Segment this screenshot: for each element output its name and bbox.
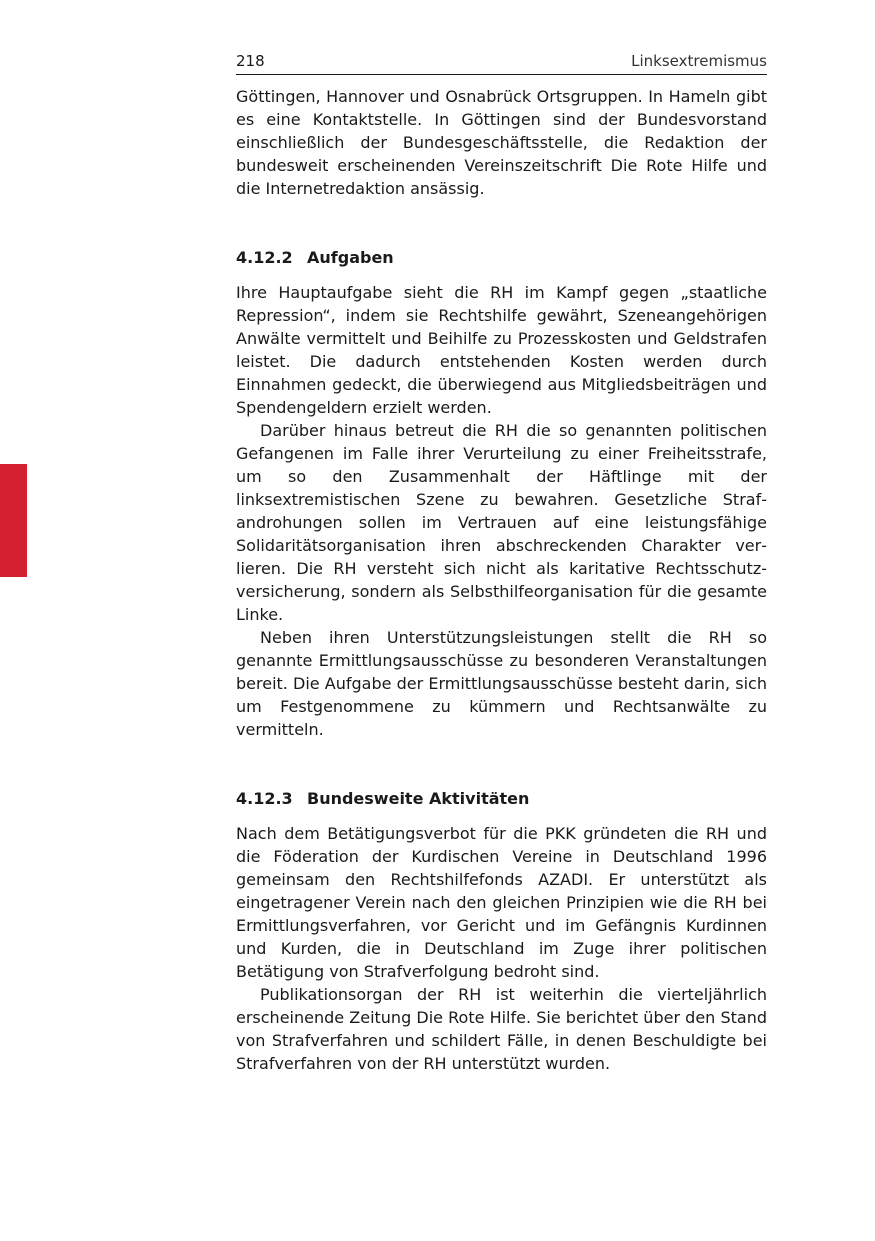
paragraph: Darüber hinaus betreut die RH die so genannten politischen Gefangenen im Falle ihrer Verurteilung zu einer Freiheitsstrafe, um so den Zusammenhalt der Häftlinge mit der linksextremistischen Szene zu bewahren. Gesetzliche Strafandrohungen sollen im Vertrauen auf eine leistungsfähige Solidaritätsorganisation ihren abschreckenden Charakter verlieren. Die RH versteht sich nicht als karitative Rechtsschutzversicherung, sondern als Selbsthilfeorganisation für die gesamte Linke. <box>236 421 767 624</box>
paragraph: Neben ihren Unterstützungsleistungen stellt die RH so genannte Ermittlungsausschüsse zu besonderen Veranstaltungen bereit. Die Aufgabe der Ermittlungsausschüsse besteht darin, sich um Festgenommene zu kümmern und Rechtsanwälte zu vermitteln. <box>236 628 767 739</box>
section-heading-bundesweite-aktivitaeten <box>236 787 767 810</box>
running-title: Linksextremismus <box>631 52 767 70</box>
page-header <box>236 52 767 75</box>
section-title: Bundesweite Aktivitäten <box>307 789 530 808</box>
page-body <box>236 85 767 1075</box>
intro-paragraph: Göttingen, Hannover und Osnabrück Ortsgruppen. In Hameln gibt es eine Kontaktstelle. In Göttingen sind der Bundesvorstand einschließlich der Bundesgeschäftsstelle, die Redaktion der bundesweit erscheinenden Vereinszeitschrift Die Rote Hilfe und die Internetredaktion ansässig. <box>236 87 767 198</box>
section-title: Aufgaben <box>307 248 394 267</box>
chapter-side-tab <box>0 464 27 577</box>
page-number: 218 <box>236 52 265 70</box>
section-number: 4.12.3 <box>236 789 293 808</box>
paragraph: Nach dem Betätigungsverbot für die PKK gründeten die RH und die Föderation der Kurdischen Vereine in Deutschland 1996 gemeinsam den Rechtshilfefonds AZADI. Er unterstützt als eingetragener Verein nach den gleichen Prinzipien wie die RH bei Ermittlungsverfahren, vor Gericht und im Gefängnis Kurdinnen und Kurden, die in Deutschland im Zuge ihrer politischen Betätigung von Strafverfolgung bedroht sind. <box>236 824 767 981</box>
paragraph: Ihre Hauptaufgabe sieht die RH im Kampf gegen „staatliche Repression“, indem sie Rechtshilfe gewährt, Szeneangehörigen Anwälte vermittelt und Beihilfe zu Prozesskosten und Geldstrafen leistet. Die dadurch entstehenden Kosten werden durch Einnahmen gedeckt, die überwiegend aus Mitgliedsbeiträgen und Spendengeldern erzielt werden. <box>236 283 767 417</box>
section-heading-aufgaben <box>236 246 767 269</box>
paragraph: Publikationsorgan der RH ist weiterhin die vierteljährlich erscheinende Zeitung Die Rote Hilfe. Sie berichtet über den Stand von Strafverfahren und schildert Fälle, in denen Beschuldigte bei Strafverfahren von der RH unterstützt wurden. <box>236 985 767 1073</box>
section-number: 4.12.2 <box>236 248 293 267</box>
